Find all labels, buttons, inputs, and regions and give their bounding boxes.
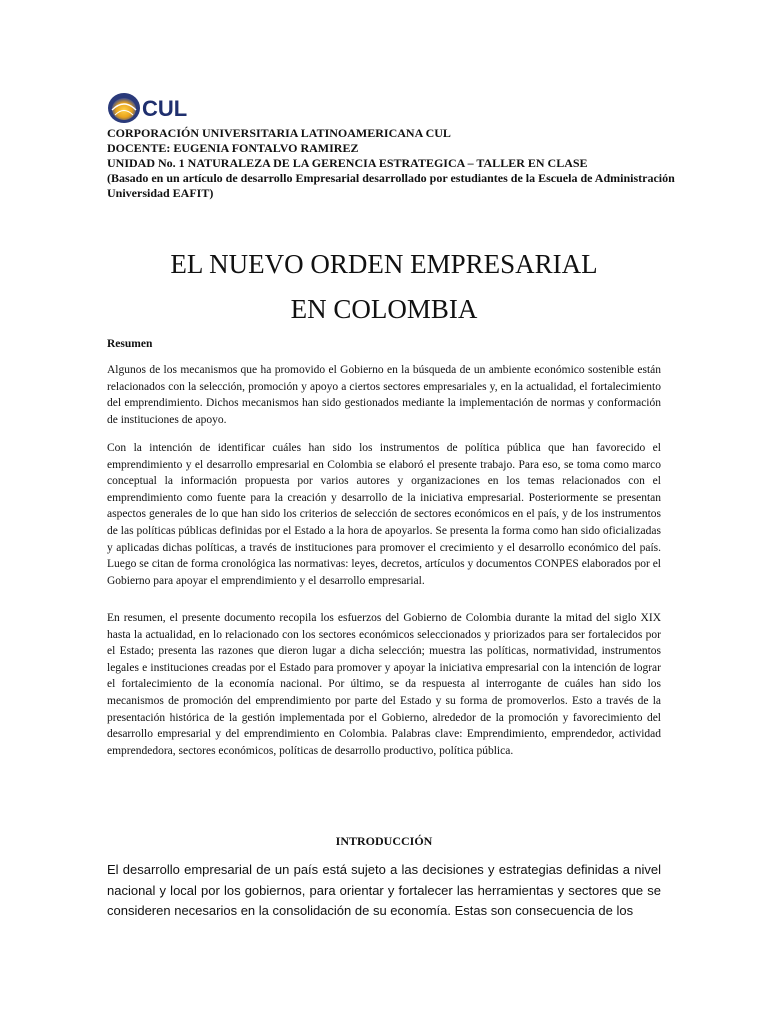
logo-text: CUL [142, 96, 188, 121]
cul-emblem-icon [106, 90, 206, 126]
resumen-paragraph-3: En resumen, el presente documento recopila los esfuerzos del Gobierno de Colombia durante la mitad del siglo XIX hasta la actualidad, en lo relacionado con los sectores económicos seleccionados y priorizados para ser fortalecidos por el Estado; presenta las razones que dieron lugar a dicha selección; muestra las políticas, normatividad, instrumentos legales e instituciones creadas por el Estado para promover y apoyar la iniciativa empresarial con la intención de lograr el fortalecimiento de la economía nacional. Por último, se da respuesta al interrogante de cuáles han sido los mecanismos de promoción del emprendimiento por parte del Estado y su forma de promoverlos. Esto a través de la presentación histórica de la gestión implementada por el Gobierno, alrededor de la promoción y favorecimiento del desarrollo empresarial y del emprendimiento en Colombia. Palabras clave: Emprendimiento, emprendedor, actividad emprendedora, sectores económicos, políticas de desarrollo productivo, política pública. [107, 612, 661, 757]
resumen-heading: Resumen [107, 338, 153, 350]
document-header [107, 126, 677, 201]
source-note: (Basado en un artículo de desarrollo Empresarial desarrollado por estudiantes de la Escuela de Administración Universidad EAFIT) [107, 171, 675, 200]
unit-line: UNIDAD No. 1 NATURALEZA DE LA GERENCIA ESTRATEGICA – TALLER EN CLASE [107, 156, 588, 170]
main-title-line-1: EL NUEVO ORDEN EMPRESARIAL [170, 249, 598, 279]
main-title-line-2: EN COLOMBIA [290, 294, 478, 324]
introduccion-heading: INTRODUCCIÓN [335, 834, 433, 848]
teacher-line: DOCENTE: EUGENIA FONTALVO RAMIREZ [107, 141, 359, 155]
cul-logo [106, 90, 206, 126]
resumen-paragraph-2: Con la intención de identificar cuáles han sido los instrumentos de política pública que han favorecido el emprendimiento y el desarrollo empresarial en Colombia se elaboró el presente trabajo. Para eso, se toma como marco conceptual la información propuesta por varios autores y organizaciones en los temas relacionados con el emprendimiento como fuente para la creación y desarrollo de la iniciativa empresarial. Posteriormente se presentan aspectos generales de lo que han sido los criterios de selección de sectores económicos en el país, y de los instrumentos de las políticas públicas definidas por el Estado a la hora de apoyarlos. Se presenta la forma como han sido oficializadas y aplicadas dichas políticas, a través de instituciones para promover el crecimiento y el desarrollo económico del país. Luego se citan de forma cronológica las normativas: leyes, decretos, artículos y documentos CONPES elaborados por el Gobierno para apoyar el emprendimiento y el desarrollo empresarial. [107, 442, 661, 587]
introduccion-paragraph: El desarrollo empresarial de un país está sujeto a las decisiones y estrategias definidas a nivel nacional y local por los gobiernos, para orientar y fortalecer las herramientas y sectores que se consideren necesarios en la consolidación de su economía. Estas son consecuencia de los [107, 862, 661, 918]
institution-line: CORPORACIÓN UNIVERSITARIA LATINOAMERICANA CUL [107, 126, 451, 140]
resumen-paragraph-1: Algunos de los mecanismos que ha promovido el Gobierno en la búsqueda de un ambiente económico sostenible están relacionados con la selección, promoción y apoyo a ciertos sectores empresariales y, en la actualidad, el fortalecimiento del emprendimiento. Dichos mecanismos han sido gestionados mediante la implementación de normas y conformación de instituciones de apoyo. [107, 364, 661, 426]
